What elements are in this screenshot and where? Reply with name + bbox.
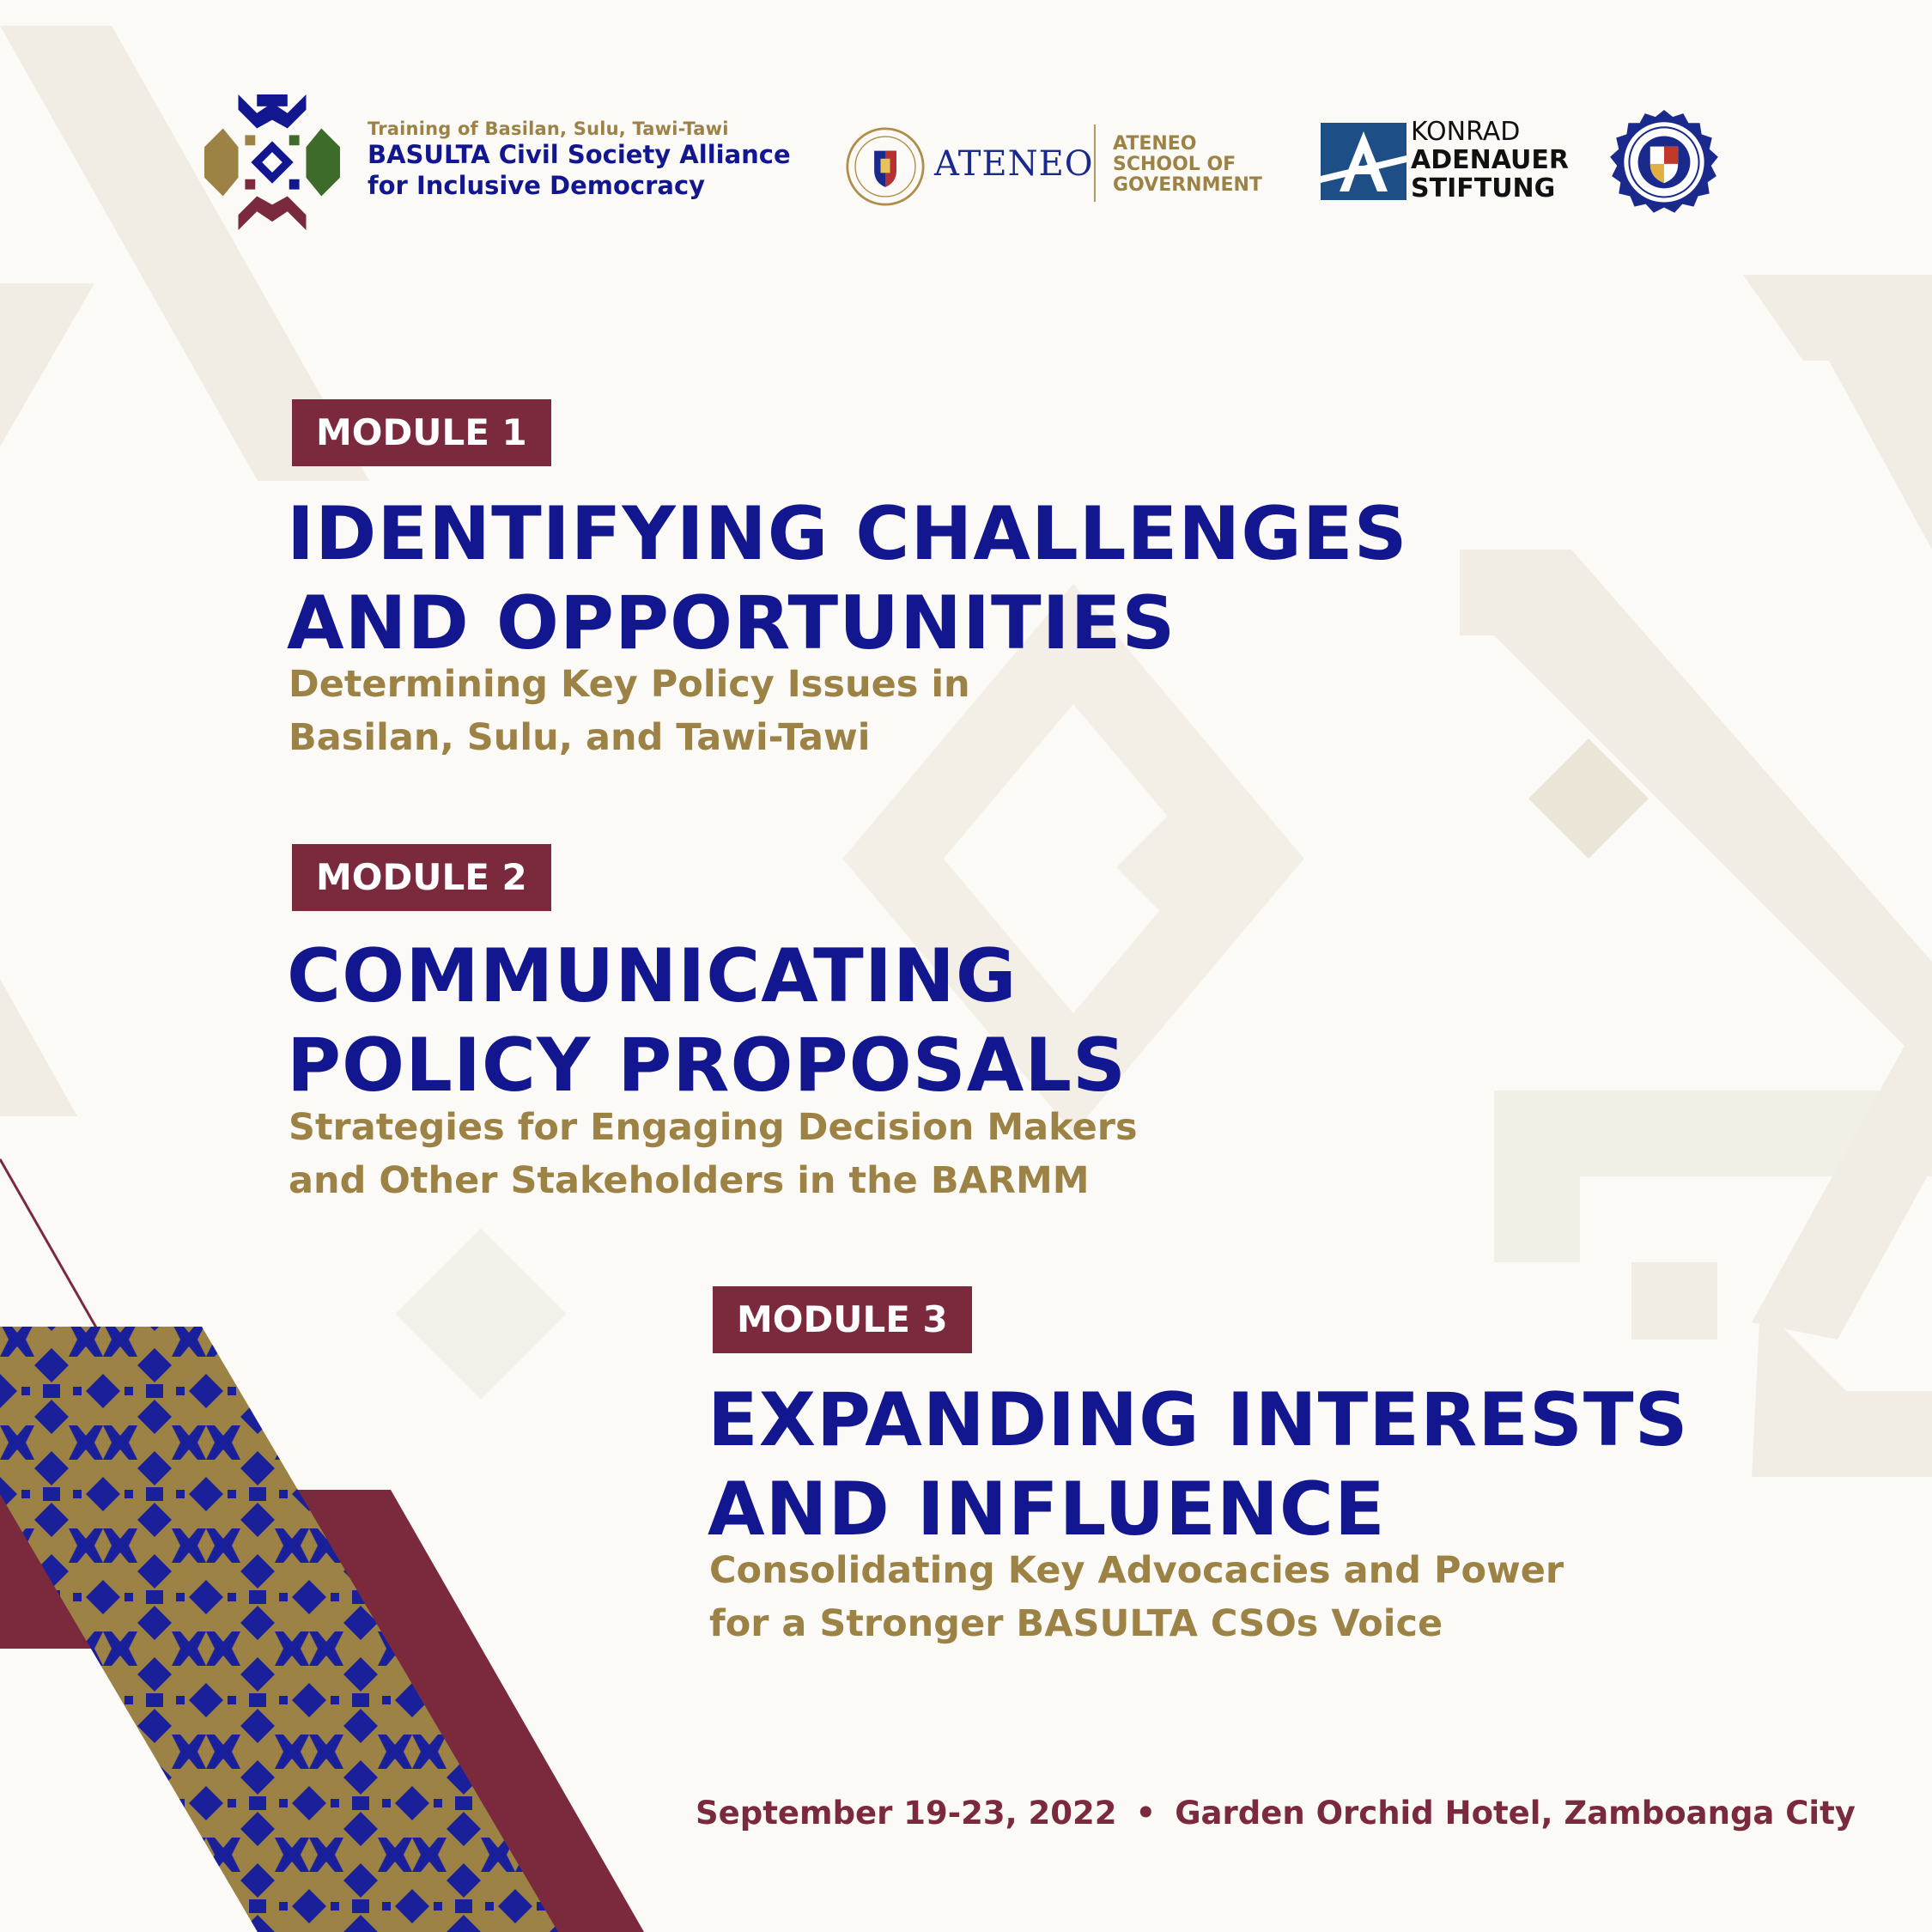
asog-line2: SCHOOL OF — [1113, 154, 1236, 175]
ateneo-seal-icon — [846, 127, 925, 206]
basulta-name-line2: for Inclusive Democracy — [368, 171, 706, 200]
kas-line2: ADENAUER — [1411, 145, 1569, 175]
kas-logo-icon — [1321, 123, 1406, 200]
event-details — [696, 1795, 1856, 1832]
module-2-subtitle-line2: and Other Stakeholders in the BARMM — [289, 1159, 1090, 1202]
module-3-subtitle-line2: for a Stronger BASULTA CSOs Voice — [709, 1602, 1443, 1645]
basulta-alliance-name — [368, 118, 791, 201]
basulta-name-line1: BASULTA Civil Society Alliance — [368, 140, 791, 169]
module-3-badge: MODULE 3 — [713, 1286, 972, 1353]
kas-line3: STIFTUNG — [1411, 173, 1556, 204]
module-1-badge: MODULE 1 — [292, 399, 551, 466]
module-2-badge: MODULE 2 — [292, 844, 551, 911]
ateneo-school-of-government — [1113, 134, 1262, 196]
separator-dot: • — [1135, 1795, 1157, 1832]
module-1-title-line1: IDENTIFYING CHALLENGES — [287, 491, 1408, 577]
module-2-title-line2: POLICY PROPOSALS — [287, 1023, 1127, 1109]
module-1-subtitle-line1: Determining Key Policy Issues in — [289, 663, 970, 706]
module-3-subtitle-line1: Consolidating Key Advocacies and Power — [709, 1549, 1564, 1592]
module-3-title-line2: AND INFLUENCE — [708, 1467, 1386, 1552]
basulta-tagline: Training of Basilan, Sulu, Tawi-Tawi — [368, 118, 729, 139]
ateneo-de-zamboanga-seal-icon — [1603, 108, 1725, 230]
basulta-emblem-icon — [204, 94, 340, 230]
kas-wordmark — [1411, 118, 1569, 203]
event-venue: Garden Orchid Hotel, Zamboanga City — [1175, 1795, 1856, 1832]
ateneo-divider — [1094, 125, 1096, 202]
event-dates: September 19-23, 2022 — [696, 1795, 1117, 1832]
module-2-subtitle-line1: Strategies for Engaging Decision Makers — [289, 1106, 1138, 1149]
asog-line3: GOVERNMENT — [1113, 174, 1262, 196]
module-2-title-line1: COMMUNICATING — [287, 933, 1018, 1019]
kas-line1: KONRAD — [1411, 117, 1521, 147]
asog-line1: ATENEO — [1113, 133, 1197, 155]
ateneo-wordmark: ATENEO — [934, 144, 1094, 184]
module-3-title-line1: EXPANDING INTERESTS — [708, 1377, 1689, 1463]
partner-logos-header — [0, 0, 1932, 258]
module-1-title-line2: AND OPPORTUNITIES — [287, 580, 1176, 666]
module-1-subtitle-line2: Basilan, Sulu, and Tawi-Tawi — [289, 716, 871, 759]
